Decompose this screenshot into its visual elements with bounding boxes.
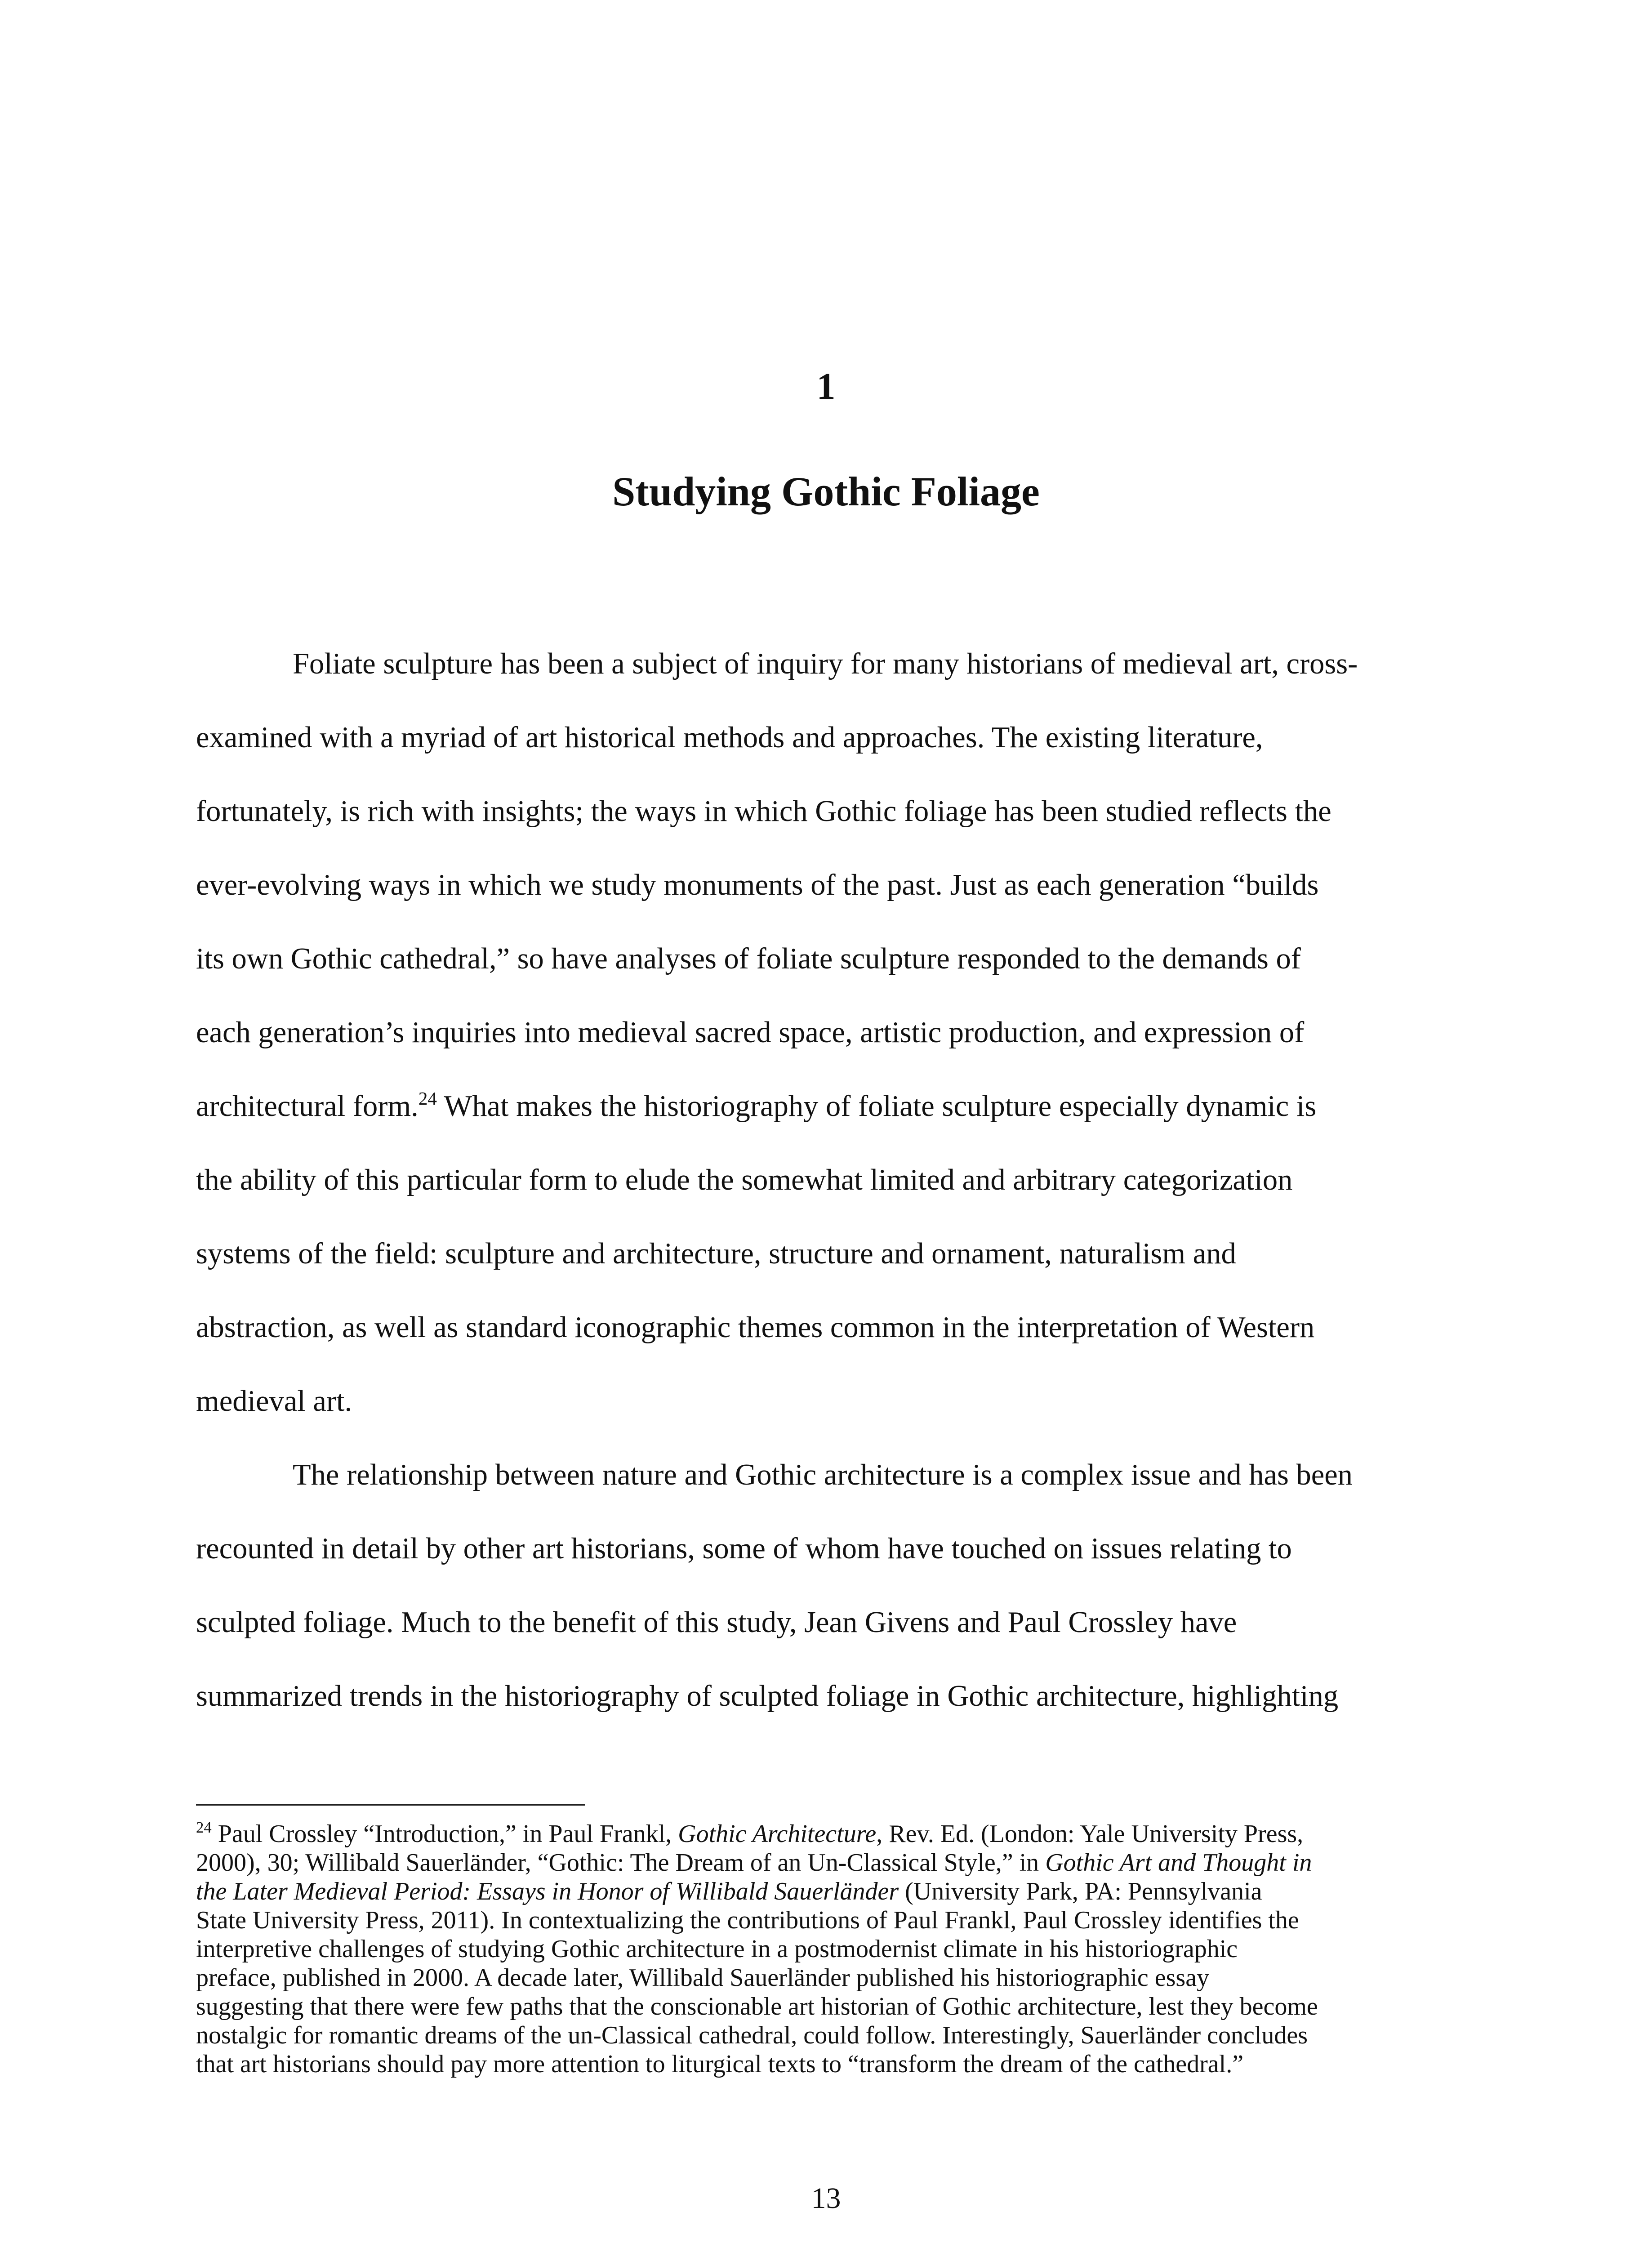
footnote-text: Paul Crossley “Introduction,” in Paul Frankl, [211, 1820, 678, 1848]
chapter-number: 1 [816, 366, 836, 407]
footnote-divider [196, 1804, 585, 1806]
footnote-title: Gothic Architecture [678, 1820, 877, 1848]
body-line: systems of the field: sculpture and architecture, structure and ornament, naturalism and [196, 1237, 1236, 1270]
footnote-title: Gothic Art and Thought in [1045, 1849, 1312, 1877]
body-line: abstraction, as well as standard iconographic themes common in the interpretation of Western [196, 1311, 1315, 1344]
footnote-text: 2000), 30; Willibald Sauerländer, “Gothic: The Dream of an Un-Classical Style,” in [196, 1849, 1046, 1877]
body-line: The relationship between nature and Gothic architecture is a complex issue and has been [293, 1459, 1353, 1491]
body-line: the ability of this particular form to elude the somewhat limited and arbitrary categorization [196, 1164, 1293, 1196]
body-line-text: What makes the historiography of foliate sculpture especially dynamic is [437, 1090, 1317, 1123]
footnote-line: that art historians should pay more attention to liturgical texts to “transform the dream of the cathedral.” [196, 2050, 1244, 2078]
body-line: recounted in detail by other art historians, some of whom have touched on issues relating to [196, 1532, 1292, 1565]
body-line: summarized trends in the historiography of sculpted foliage in Gothic architecture, highlighting [196, 1680, 1339, 1713]
footnote-line: nostalgic for romantic dreams of the un-Classical cathedral, could follow. Interestingly, Sauerländer concludes [196, 2021, 1308, 2049]
footnote-text: , Rev. Ed. (London: Yale University Press, [876, 1820, 1304, 1848]
body-line: fortunately, is rich with insights; the ways in which Gothic foliage has been studied reflects the [196, 795, 1331, 828]
body-line: medieval art. [196, 1385, 352, 1418]
page-number: 13 [811, 2182, 841, 2215]
footnote-line [196, 1848, 1450, 1877]
footnote-line: suggesting that there were few paths that the conscionable art historian of Gothic architecture, lest they become [196, 1993, 1318, 2021]
footnote-line [196, 1820, 1450, 1848]
body-line: ever-evolving ways in which we study monuments of the past. Just as each generation “builds [196, 869, 1319, 901]
footnote-line [196, 1877, 1450, 1906]
body-line [196, 1088, 1450, 1124]
footnote-line: interpretive challenges of studying Gothic architecture in a postmodernist climate in his historiographic [196, 1935, 1238, 1963]
footnote-title: the Later Medieval Period: Essays in Honor of Willibald Sauerländer [196, 1878, 899, 1905]
body-line: each generation’s inquiries into medieval sacred space, artistic production, and expression of [196, 1016, 1305, 1049]
footnote-text: (University Park, PA: Pennsylvania [899, 1878, 1262, 1905]
chapter-title: Studying Gothic Foliage [612, 468, 1040, 514]
body-line-text: architectural form. [196, 1090, 419, 1123]
footnote-line: State University Press, 2011). In contextualizing the contributions of Paul Frankl, Paul Crossley identifies the [196, 1906, 1299, 1934]
footnote-line: preface, published in 2000. A decade later, Willibald Sauerländer published his historiographic essay [196, 1964, 1210, 1992]
footnote-marker: 24 [196, 1818, 212, 1836]
body-line: sculpted foliage. Much to the benefit of this study, Jean Givens and Paul Crossley have [196, 1606, 1237, 1639]
body-line: Foliate sculpture has been a subject of inquiry for many historians of medieval art, cross- [293, 647, 1358, 680]
footnote-reference[interactable]: 24 [418, 1088, 437, 1109]
body-line: its own Gothic cathedral,” so have analyses of foliate sculpture responded to the demands of [196, 942, 1301, 975]
body-line: examined with a myriad of art historical methods and approaches. The existing literature, [196, 721, 1263, 754]
